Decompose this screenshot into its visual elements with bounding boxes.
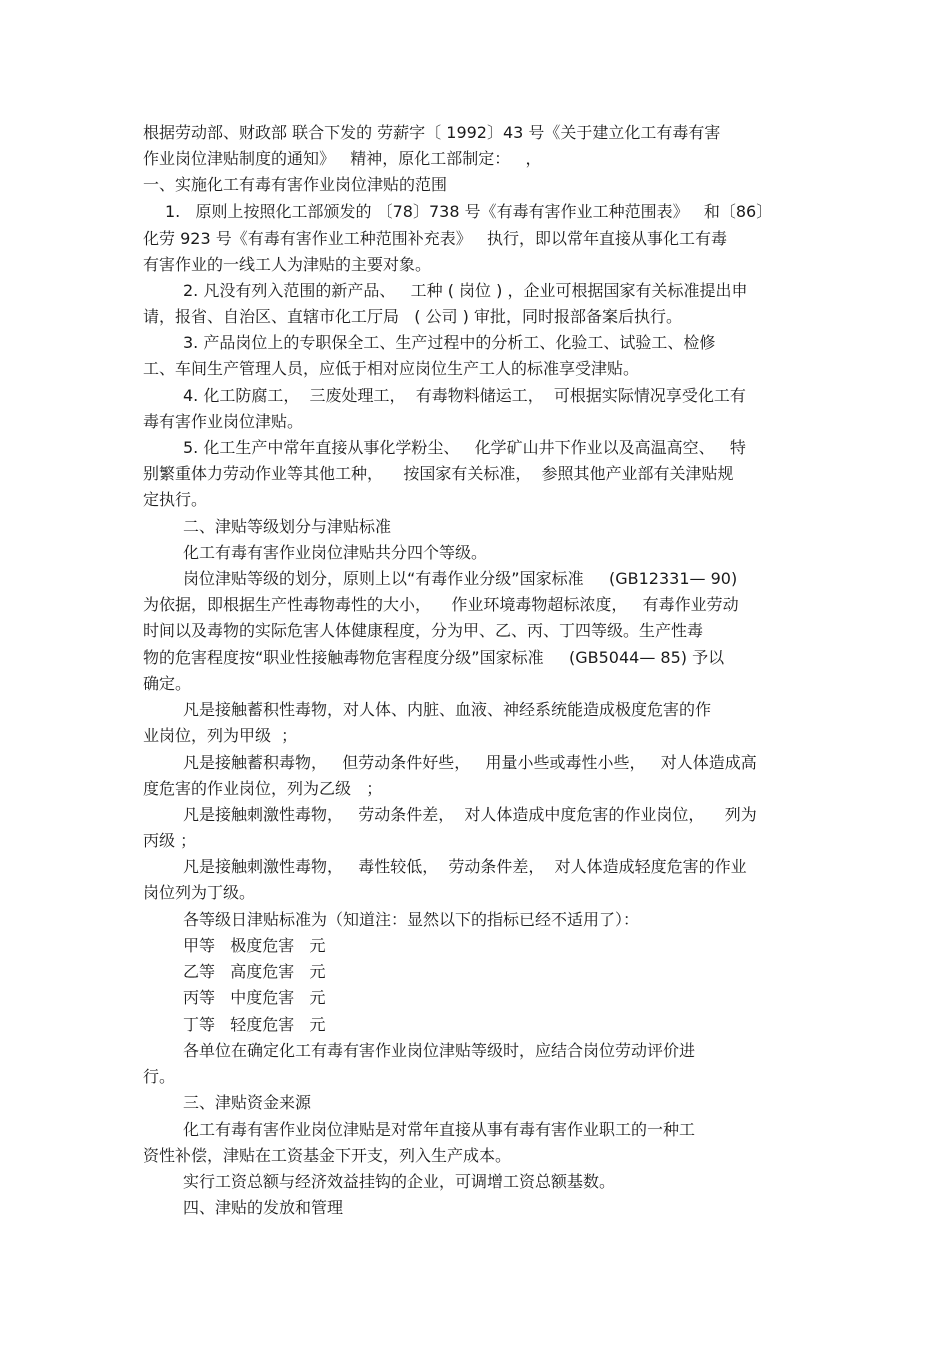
allowance-grade-row: 丁等 轻度危害 元	[183, 1015, 326, 1034]
section-heading: 一、实施化工有毒有害作业岗位津贴的范围	[143, 175, 448, 194]
text-line: 业岗位，列为甲级 ；	[143, 726, 298, 745]
text-line: 凡是接触刺激性毒物， 毒性较低， 劳动条件差， 对人体造成轻度危害的作业	[183, 857, 747, 876]
section-heading: 三、津贴资金来源	[183, 1093, 312, 1112]
text-line: 各等级日津贴标准为（知道注：显然以下的指标已经不适用了）：	[183, 910, 640, 929]
text-line: 1. 原则上按照化工部颁发的 〔78〕738 号《有毒有害作业工种范围表》 和〔86〕	[165, 202, 773, 221]
text-line: 5. 化工生产中常年直接从事化学粉尘、 化学矿山井下作业以及高温高空、 特	[183, 438, 746, 457]
section-heading: 四、津贴的发放和管理	[183, 1198, 344, 1217]
text-line: 岗位列为丁级。	[143, 883, 256, 902]
section-heading: 二、津贴等级划分与津贴标准	[183, 517, 392, 536]
text-line: 凡是接触蓄积毒物， 但劳动条件好些， 用量小些或毒性小些， 对人体造成高	[183, 753, 757, 772]
allowance-grade-row: 乙等 高度危害 元	[183, 962, 326, 981]
text-line: 为依据，即根据生产性毒物毒性的大小， 作业环境毒物超标浓度， 有毒作业劳动	[143, 595, 739, 614]
text-line: 定执行。	[143, 490, 208, 509]
text-line: 4. 化工防腐工， 三废处理工， 有毒物料储运工， 可根据实际情况享受化工有	[183, 386, 746, 405]
text-line: 确定。	[143, 674, 192, 693]
text-line: 化工有毒有害作业岗位津贴共分四个等级。	[183, 543, 488, 562]
text-line: 时间以及毒物的实际危害人体健康程度，分为甲、乙、丙、丁四等级。生产性毒	[143, 621, 704, 640]
text-line: 毒有害作业岗位津贴。	[143, 412, 304, 431]
text-line: 岗位津贴等级的划分，原则上以“有毒作业分级”国家标准 (GB12331— 90)	[183, 569, 738, 588]
text-line: 各单位在确定化工有毒有害作业岗位津贴等级时，应结合岗位劳动评价进	[183, 1041, 696, 1060]
text-line: 3. 产品岗位上的专职保全工、生产过程中的分析工、化验工、试验工、检修	[183, 333, 716, 352]
allowance-grade-row: 甲等 极度危害 元	[183, 936, 326, 955]
text-line: 丙级 ；	[143, 831, 197, 850]
text-line: 别繁重体力劳动作业等其他工种， 按国家有关标准， 参照其他产业部有关津贴规	[143, 464, 734, 483]
text-line: 资性补偿，津贴在工资基金下开支，列入生产成本。	[143, 1146, 512, 1165]
text-line: 有害作业的一线工人为津贴的主要对象。	[143, 255, 432, 274]
text-line: 凡是接触刺激性毒物， 劳动条件差， 对人体造成中度危害的作业岗位， 列为	[183, 805, 757, 824]
text-line: 请，报省、自治区、直辖市化工厅局 ( 公司 ) 审批，同时报部备案后执行。	[143, 307, 683, 326]
text-line: 凡是接触蓄积性毒物，对人体、内脏、血液、神经系统能造成极度危害的作	[183, 700, 712, 719]
text-line: 作业岗位津贴制度的通知》 精神，原化工部制定： ，	[143, 149, 542, 168]
text-line: 工、车间生产管理人员，应低于相对应岗位生产工人的标准享受津贴。	[143, 359, 640, 378]
text-line: 度危害的作业岗位，列为乙级 ；	[143, 779, 383, 798]
text-line: 实行工资总额与经济效益挂钩的企业，可调增工资总额基数。	[183, 1172, 616, 1191]
text-line: 物的危害程度按“职业性接触毒物危害程度分级”国家标准 (GB5044— 85) 予以	[143, 648, 725, 667]
text-line: 2. 凡没有列入范围的新产品、 工种 ( 岗位 ) ，企业可根据国家有关标准提出申	[183, 281, 748, 300]
text-line: 化劳 923 号《有毒有害作业工种范围补充表》 执行，即以常年直接从事化工有毒	[143, 229, 727, 248]
allowance-grade-row: 丙等 中度危害 元	[183, 988, 326, 1007]
text-line: 根据劳动部、财政部 联合下发的 劳薪字〔 1992〕43 号《关于建立化工有毒有害	[143, 123, 721, 142]
text-line: 化工有毒有害作业岗位津贴是对常年直接从事有毒有害作业职工的一种工	[183, 1120, 696, 1139]
text-line: 行。	[143, 1067, 176, 1086]
